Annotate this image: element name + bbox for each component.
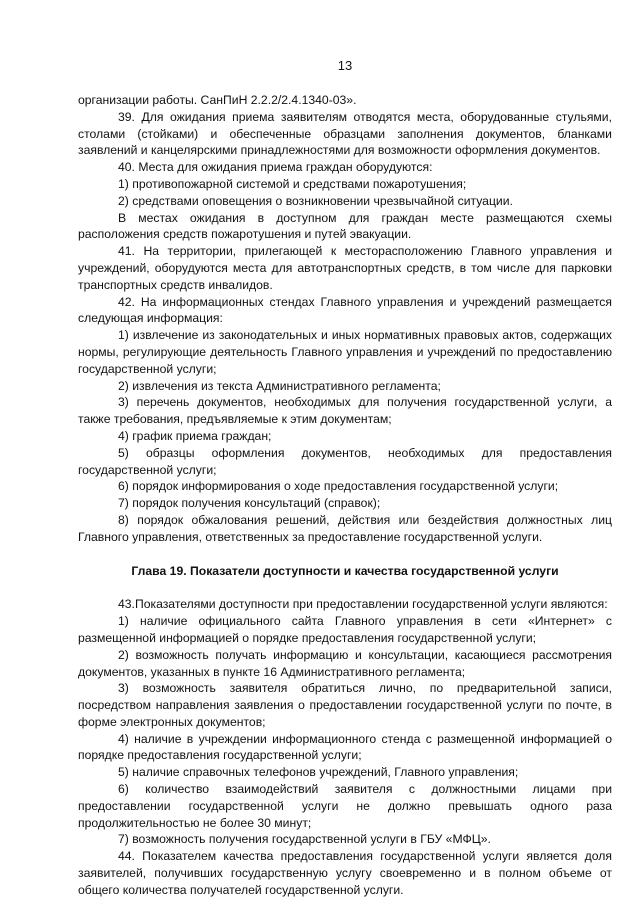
paragraph: 8) порядок обжалования решений, действия или бездействия должностных лиц Главного управления, ответственных за предоставление государственной услуги. [78, 512, 612, 544]
paragraph: 6) порядок информирования о ходе предоставления государственной услуги; [118, 479, 559, 494]
paragraph: 1) наличие официального сайта Главного управления в сети «Интернет» с размещенной информацией о порядке предоставления государственной услуги; [78, 614, 612, 645]
page-number: 13 [337, 58, 353, 73]
paragraph: 4) наличие в учреждении информационного стенда с размещенной информацией о порядке предоставления государственной услуги; [78, 731, 612, 763]
paragraph: 2) возможность получать информацию и консультации, касающиеся рассмотрения документов, указанных в пункте 16 Административного регламента; [78, 647, 612, 679]
paragraphs-top [78, 92, 612, 546]
paragraph: 43.Показателями доступности при предоставлении государственной услуги являются: [118, 597, 608, 612]
paragraph: 3) перечень документов, необходимых для получения государственной услуги, а также требования, предъявляемые к этим документам; [78, 395, 612, 427]
paragraph: 4) график приема граждан; [118, 428, 272, 443]
paragraph: организации работы. СанПиН 2.2.2/2.4.1340-03». [78, 93, 357, 107]
paragraph: 5) образцы оформления документов, необходимых для предоставления государственной услуги; [78, 445, 612, 477]
paragraph: 1) противопожарной системой и средствами пожаротушения; [118, 176, 467, 191]
page-content [78, 92, 612, 899]
paragraphs-bottom [78, 596, 612, 898]
paragraph: 40. Места для ожидания приема граждан оборудуются: [118, 160, 433, 175]
paragraph: 5) наличие справочных телефонов учреждений, Главного управления; [118, 765, 519, 780]
paragraph: 41. На территории, прилегающей к месторасположению Главного управления и учреждений, оборудуются места для автотранспортных средств, в том числе для парковки транспортных средств инвалидов. [78, 244, 612, 292]
paragraph: 6) количество взаимодействий заявителя с должностными лицами при предоставлении государственной услуги не должно превышать одного раза продолжительностью не более 30 минут; [78, 782, 612, 830]
paragraph: 2) извлечения из текста Административного регламента; [118, 378, 441, 393]
chapter-heading: Глава 19. Показатели доступности и качества государственной услуги [131, 563, 559, 578]
paragraph: 2) средствами оповещения о возникновении чрезвычайной ситуации. [118, 193, 513, 208]
paragraph: 1) извлечение из законодательных и иных нормативных правовых актов, содержащих нормы, регулирующие деятельность Главного управления и учреждений по предоставлению государственной услуги; [78, 328, 612, 376]
paragraph: 7) порядок получения консультаций (справок); [118, 496, 381, 511]
paragraph: 44. Показателем качества предоставления государственной услуги является доля заявителей, получивших государственную услугу своевременно и в полном объеме от общего количества получателей государственной услуги. [78, 849, 612, 897]
paragraph: В местах ожидания в доступном для граждан месте размещаются схемы расположения средств пожаротушения и путей эвакуации. [78, 210, 612, 242]
paragraph: 7) возможность получения государственной услуги в ГБУ «МФЦ». [118, 832, 491, 847]
paragraph: 39. Для ожидания приема заявителям отводятся места, оборудованные стульями, столами (стойками) и обеспеченные образцами заполнения документов, бланками заявлений и канцелярскими принадлежностями для возможности оформления документов. [78, 109, 612, 158]
paragraph: 42. На информационных стендах Главного управления и учреждений размещается следующая информация: [78, 294, 612, 326]
paragraph: 3) возможность заявителя обратиться лично, по предварительной записи, посредством направления заявления о предоставлении государственной услуги по почте, в форме электронных документов; [78, 681, 612, 729]
